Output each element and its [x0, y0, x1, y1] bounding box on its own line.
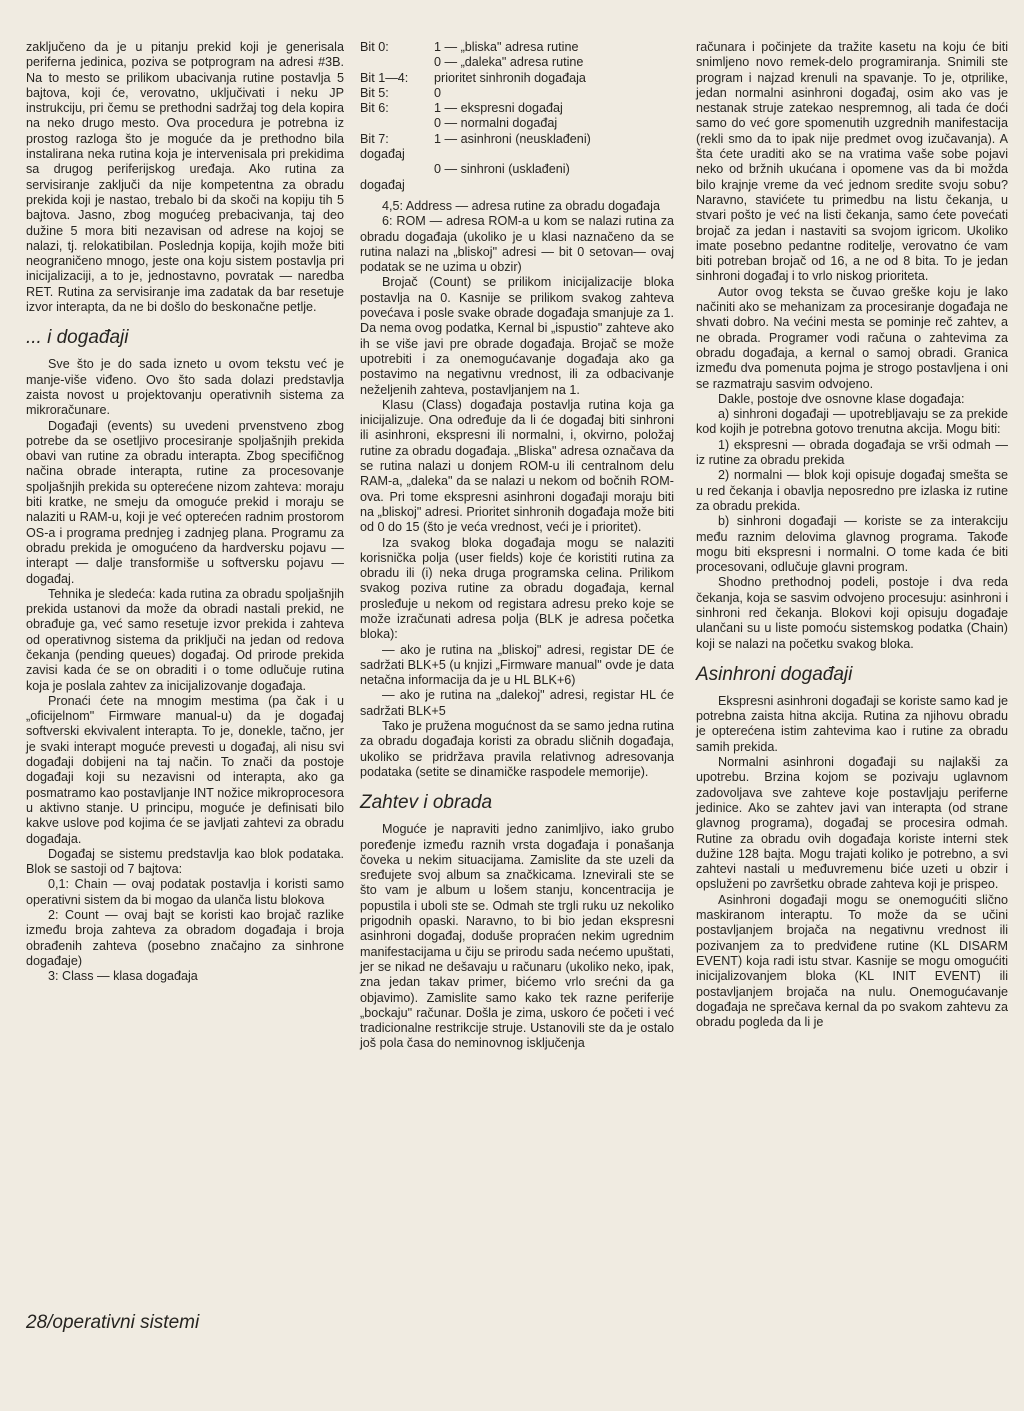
list-item: a) sinhroni događaji — upotrebljavaju se za prekide kod kojih je potrebna gotovo trenutna akcija. Mogu biti: — [696, 407, 1008, 437]
paragraph: Iza svakog bloka događaja mogu se nalaziti korisnička polja (user fields) koje će koristiti rutina za obradu ili (i) neka druga programska celina. Prilikom svakog poziva rutine za obradu događaja, kernal prosleđuje u nekom od registara adresu preko koje se može izračunati adresa polja (BLK je adresa početka bloka): — [360, 535, 674, 642]
bit-label: Bit 0: — [360, 40, 389, 54]
bit-value: prioritet sinhronih događaja — [434, 70, 586, 85]
paragraph: Ekspresni asinhroni događaji se koriste samo kad je potrebna zaista hitna akcija. Rutina za njihovu obradu je opterećena istim zahtevima kao i rutine za obradu samih prekida. — [696, 693, 1008, 754]
bit-label: Bit 5: — [360, 85, 389, 100]
paragraph: Događaji (events) su uvedeni prvenstveno zbog potrebe da se osetljivo procesiranje spoljašnjih prekida obavi van rutine za obradu interapta. Zbog specifičnog načina obrade interapta, rutine za procesovanje spoljašnjih prekida su opterećene nizom zahteva: moraju biti kratke, ne smeju da omoguće prekid i moraju se nalaziti u RAM-u, koji je već opterećen radnim prostorom OS-a i programa prednjeg i zadnjeg plana. Programu za obradu prekida je omogućeno da hardversku pojavu — interapt — dalje transformiše u softversku pojavu — događaj. — [26, 418, 344, 586]
paragraph: Sve što je do sada izneto u ovom tekstu već je manje-više viđeno. Ovo što sada dolazi predstavlja zaista novost u projektovanju operativnih sistema za mikroračunare. — [26, 357, 344, 418]
column-right — [696, 40, 1008, 1030]
section-heading: ... i događaji — [26, 327, 129, 349]
list-item: 0,1: Chain — ovaj podatak postavlja i koristi samo operativni sistem da bi mogao da ulanča listu blokova — [26, 877, 344, 907]
bit-value: 0 — „daleka" adresa rutine — [434, 55, 584, 70]
bit-label: Bit 7: — [360, 131, 389, 146]
list-item: — ako je rutina na „dalekoj" adresi, registar HL će sadržati BLK+5 — [360, 688, 674, 718]
bit-value: 1 — ekspresni događaj — [434, 101, 563, 116]
list-item: — ako je rutina na „bliskoj" adresi, registar DE će sadržati BLK+5 (u knjizi „Firmware manual" ovde je data netačna informacija da je u HL BLK+6) — [360, 642, 674, 688]
bit-value: 0 — sinhroni (usklađeni) — [434, 162, 570, 177]
bit-label: Bit 1—4: — [360, 70, 409, 85]
paragraph: Normalni asinhroni događaji su najlakši za upotrebu. Brzina kojom se pozivaju uglavnom zadovoljava sve zahteve koje postavljaju periferne jedinice. Ako se zahtev javi van interapta (od strane glavnog programa), događaj se procesira odmah. Rutine za obradu ovih događaja koriste interni stek dužine 128 bajta. Mogu trajati koliko je potrebno, a svi zahtevi nastali u međuvremenu biće uzeti u obzir i opsluženi po završetku obrade zahteva koji je prispeo. — [696, 755, 1008, 892]
bit-value-continued: događaj — [360, 147, 405, 162]
paragraph: Klasu (Class) događaja postavlja rutina koja ga inicijalizuje. Ona određuje da li će događaj biti sinhroni ili asinhroni, ekspresni ili normalni, i, okvirno, položaj rutine za obradu događaja. „Bliska" adresa označava da se rutina nalazi u donjem ROM-u ili centralnom delu RAM-a, „daleka" da se nalazi u nekom od bočnih ROM-ova. Pri tome ekspresni asinhroni događaji moraju biti na „bliskoj" adresi. Prioritet sinhronih događaja može biti od 0 do 15 (što je veća vrednost, veći je i prioritet). — [360, 397, 674, 535]
list-item: 2) normalni — blok koji opisuje događaj smešta se u red čekanja i obavlja neposredno pre izlaska iz rutine za obradu prekida. — [696, 468, 1008, 513]
paragraph: Brojač (Count) se prilikom inicijalizacije bloka postavlja na 0. Kasnije se prilikom svakog zahteva povećava i posle svake obrade događaja smanjuje za 1. Da nema ovog podatka, Kernal bi „ispustio" zahteve ako ih se više javi pre obrade događaja. Brojač se može upotrebiti i za onemogućavanje događaja ako ga postavimo na negativnu vrednost, ili za odbacivanje neželjenih zahteva, postavljanjem na 1. — [360, 275, 674, 397]
list-item: 4,5: Address — adresa rutine za obradu događaja — [382, 198, 660, 213]
paragraph: Događaj se sistemu predstavlja kao blok podataka. Blok se sastoji od 7 bajtova: — [26, 846, 344, 877]
paragraph: Pronaći ćete na mnogim mestima (pa čak i u „oficijelnom" Firmware manual-u) da je događaj softverski ekvivalent interapta. To je, donekle, tačno, jer je svaki interapt moguće prevesti u događaj, ali nisu svi događaji dobijeni na taj način. To znači da postoje događaji koji su nezavisni od interapta, ako ga posmatramo kao postavljanje INT nožice mikroprocesora u aktivno stanje. U principu, moguće je definisati bilo kakve uslove pod kojima će se javljati zahtevi za obradu događaja. — [26, 693, 344, 846]
bit-value: 0 — normalni događaj — [434, 116, 558, 131]
bit-label — [360, 116, 434, 131]
paragraph: Shodno prethodnoj podeli, postoje i dva reda čekanja, koja se sasvim odvojeno procesuju: asinhroni i sinhroni red čekanja. Blokovi koji opisuju događaje ulančani su u liste pomoću sistemskog podatka (Chain) koji se nalazi na početku svakog bloka. — [696, 575, 1008, 651]
bit-value: 1 — asinhroni (neusklađeni) — [434, 131, 591, 146]
paragraph: Tehnika je sledeća: kada rutina za obradu spoljašnjih prekida ustanovi da može da obradi nastali prekid, ne obrađuje ga, već samo resetuje izvor prekida i zahteva od operativnog sistema da priključi na jedan od redova čekanja (pending queues) događaj. Od prirode prekida zavisi kada će se on obraditi i o tome odlučuje rutina koja je poslala zahtev za inicijalizovanje događaja. — [26, 586, 344, 693]
list-item: 1) ekspresni — obrada događaja se vrši odmah — iz rutine za obradu prekida — [696, 437, 1008, 468]
bit-label: Bit 6: — [360, 101, 389, 116]
paragraph: Autor ovog teksta se čuvao greške koju je lako načiniti ako se mehanizam za procesiranje događaja ne shvati dobro. Na većini mesta se pominje reč zahtev, a ne obrada. Programer vodi računa o zahtevima za obradu događaja, a kernal o samoj obradi. Granica između dva pomenuta pojma je strogo postavljena i oni se razmatraju sasvim odvojeno. — [696, 284, 1008, 391]
list-item: 2: Count — ovaj bajt se koristi kao brojač razlike između broja zahteva za obradom događaja i broja obrađenih zahteva (posebno značajno za sinhrone događaje) — [26, 908, 344, 968]
column-left — [26, 40, 344, 985]
bit-label — [360, 55, 434, 70]
paragraph: zaključeno da je u pitanju prekid koji je generisala periferna jedinica, poziva se potprogram na adresi #3B. Na to mesto se prilikom ubacivanja rutine postavlja 5 bajtova, koji će, verovatno, uključivati i neku JP instrukciju, pri čemu se prethodni sadržaj tog dela kopira na neko drugo mesto. Ova procedura je potrebna iz prostog razloga što je moguće da je prethodno bila instalirana neka rutina koja je intervenisala pri prekidima sa drugog periferijskog uređaja. Ako rutina za servisiranje zaključi da nije kompetentna za obradu prekida koji je nastao, trebalo bi da skoči na kopiju tih 5 bajtova. Jasno, zbog mogućeg prebacivanja, taj deo dužine 5 mora biti nezavisan od adrese na kojoj se nalazi, tj. relokatibilan. Poslednja kopija, kojih može biti neograničeno mnogo, jeste ona koju sistem postavlja pri inicijalizaciji, a to je, jednostavno, povratak — naredba RET. Rutina za servisiranje ima zadatak da bar resetuje izvor interapta, da ne bi došlo do beskonačne petlje. — [26, 40, 344, 315]
page-footer: 28/operativni sistemi — [26, 1312, 200, 1333]
section-heading: Asinhroni događaji — [696, 663, 853, 685]
column-middle — [360, 40, 674, 1052]
bit-definition-list — [360, 40, 674, 147]
paragraph: računara i počinjete da tražite kasetu na koju će biti snimljeno novo remek-delo programiranja. Snimili ste program i najzad krenuli na spavanje. To je, otprilike, jedan normalni asinhroni događaj, osim ako vas je nestanak struje zatekao nespremnog, ali tada će doći samo do već gore spomenutih uzgrednih manifestacija (rekli smo da to ipak nije predmet ovog izučavanja). A šta ćete uraditi ako se na vratima vaše sobe pojavi neko od bržnih ukućana i opomene vas da bi možda bilo krajnje vreme da već jednom sredite svoju sobu? Naravno, stavićete tu primedbu na listu čekanja, u stvari pošto je već na listi čekanja, samo ćete povećati brojač za jedan i nastaviti sa svojom igricom. Ukoliko imate posebno pedantne roditelje, verovatno će vam biti potreban brojač od 16, a ne od 8 bita. To je jedan sinhroni događaj i to vrlo niskog prioriteta. — [696, 40, 1008, 284]
list-item: 6: ROM — adresa ROM-a u kom se nalazi rutina za obradu događaja (ukoliko je u klasi naznačeno da se rutina nalazi na „bliskoj" adresi — bit 0 setovan— ovaj podatak se ne uzima u obzir) — [360, 214, 674, 275]
paragraph: Moguće je napraviti jedno zanimljivo, iako grubo poređenje između raznih vrsta događaja i ponašanja čoveka u nekim situacijama. Zamislite da ste uzeli da sređujete svoj album sa značkicama. Iznevirali ste se što vam je album u lošem stanju, koncentracija je popustila i uboli ste se. Odmah ste trgli ruku uz nekoliko prigodnih opaski. Naravno, to bi bio jedan ekspresni asinhroni događaj, doduše propraćen nekim ugrednim manifestacijama u čiju se prirodu sada nećemo upuštati, jer se nikad ne dešavaju u računaru (ukoliko neko, ipak, zna jedan takav primer, bićemo vrlo srećni da ga objavimo). Zamislite samo kako tek razne periferije „bockaju" računar. Došla je zima, uskoro će početi i već tradicionalne restrikcije struje. Ustanovili ste da je ostalo još pola časa do neminovnog isključenja — [360, 822, 674, 1051]
bit-value: 0 — [434, 85, 442, 100]
paragraph: Asinhroni događaji mogu se onemogućiti slično maskiranom interaptu. To može da se učini postavljanjem brojača na negativnu vrednost ili pozivanjem za to predviđene rutine (KL DISARM EVENT) koja radi istu stvar. Kasnije se mogu omogućiti inicijalizovanjem bloka (KL INIT EVENT) ili postavljanjem brojača na nulu. Onemogućavanje događaja ne sprečava kernal da po svakom zahtevu za obradu pogleda da li je — [696, 892, 1008, 1030]
paragraph: Dakle, postoje dve osnovne klase događaja: — [718, 391, 965, 406]
paragraph: Tako je pružena mogućnost da se samo jedna rutina za obradu događaja koristi za obradu sličnih događaja, ukoliko se pridržava pravila relativnog adresovanja podataka (setite se dinamičke raspodele memorije). — [360, 719, 674, 779]
list-item: b) sinhroni događaji — koriste se za interakciju među raznim delovima glavnog programa. Takođe mogu biti ekspresni i normalni. O tome kada će biti procesovani, odlučuje glavni program. — [696, 514, 1008, 575]
section-heading: Zahtev i obrada — [360, 792, 493, 814]
bit-value: 1 — „bliska" adresa rutine — [434, 40, 579, 54]
list-item: 3: Class — klasa događaja — [48, 969, 198, 984]
bit-value-continued: događaj — [360, 177, 405, 192]
